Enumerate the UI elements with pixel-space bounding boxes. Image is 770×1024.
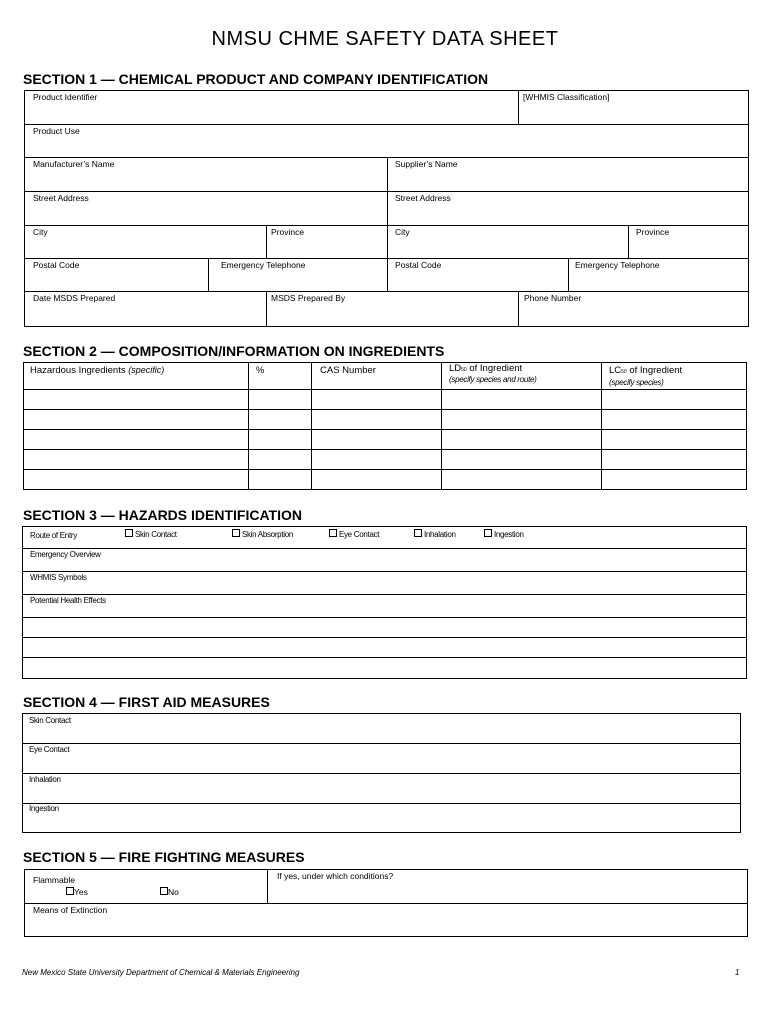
whmis-classification-label: [WHMIS Classification]	[523, 92, 610, 102]
first-aid-ingestion-label: Ingestion	[29, 804, 59, 813]
section-1-heading: SECTION 1 — CHEMICAL PRODUCT AND COMPANY IDENTIFICATION	[23, 71, 489, 87]
route-of-entry-label: Route of Entry	[30, 531, 77, 540]
postal-code-left-label: Postal Code	[33, 260, 80, 270]
msds-prepared-by-label: MSDS Prepared By	[271, 293, 346, 303]
eye-contact-option[interactable]: Eye Contact	[329, 529, 379, 539]
province-right-label: Province	[636, 227, 670, 237]
eye-contact-checkbox[interactable]	[329, 529, 337, 537]
col-ld50-note: (specify species and route)	[449, 375, 537, 384]
street-address-right-label: Street Address	[395, 193, 451, 203]
product-use-label: Product Use	[33, 126, 80, 136]
postal-code-right-label: Postal Code	[395, 260, 442, 270]
col-lc50: LC50 of Ingredient	[609, 365, 683, 376]
flammable-conditions-label: If yes, under which conditions?	[277, 871, 394, 881]
first-aid-skin-contact-label: Skin Contact	[29, 716, 71, 725]
ingestion-option[interactable]: Ingestion	[484, 529, 524, 539]
section-4-heading: SECTION 4 — FIRST AID MEASURES	[23, 694, 270, 710]
date-msds-prepared-label: Date MSDS Prepared	[33, 293, 116, 303]
flammable-yes-checkbox[interactable]	[66, 887, 74, 895]
means-of-extinction-label: Means of Extinction	[33, 905, 108, 915]
flammable-yes-option[interactable]: Yes	[66, 887, 88, 897]
inhalation-option[interactable]: Inhalation	[414, 529, 456, 539]
skin-contact-checkbox[interactable]	[125, 529, 133, 537]
inhalation-checkbox[interactable]	[414, 529, 422, 537]
ingestion-checkbox[interactable]	[484, 529, 492, 537]
skin-absorption-checkbox[interactable]	[232, 529, 240, 537]
city-left-label: City	[33, 227, 48, 237]
phone-number-label: Phone Number	[524, 293, 582, 303]
emergency-telephone-left-label: Emergency Telephone	[221, 260, 306, 270]
first-aid-eye-contact-label: Eye Contact	[29, 745, 70, 754]
col-percent: %	[256, 365, 265, 376]
footer-institution: New Mexico State University Department of Chemical & Materials Engineering	[22, 968, 300, 977]
col-lc50-note: (specify species)	[609, 378, 664, 387]
skin-contact-option[interactable]: Skin Contact	[125, 529, 177, 539]
skin-absorption-option[interactable]: Skin Absorption	[232, 529, 293, 539]
section-3-heading: SECTION 3 — HAZARDS IDENTIFICATION	[23, 507, 302, 523]
emergency-overview-label: Emergency Overview	[30, 550, 101, 559]
section-2-heading: SECTION 2 — COMPOSITION/INFORMATION ON INGREDIENTS	[23, 343, 445, 359]
street-address-left-label: Street Address	[33, 193, 89, 203]
supplier-name-label: Supplier’s Name	[395, 159, 458, 169]
section-5-heading: SECTION 5 — FIRE FIGHTING MEASURES	[23, 849, 305, 865]
product-identifier-label: Product Identifier	[33, 92, 98, 102]
flammable-no-checkbox[interactable]	[160, 887, 168, 895]
first-aid-inhalation-label: Inhalation	[29, 775, 61, 784]
province-left-label: Province	[271, 227, 305, 237]
emergency-telephone-right-label: Emergency Telephone	[575, 260, 660, 270]
col-cas-number: CAS Number	[320, 365, 376, 376]
whmis-symbols-label: WHMIS Symbols	[30, 573, 87, 582]
col-ld50: LD50 of Ingredient	[449, 363, 523, 374]
col-hazardous-ingredients: Hazardous Ingredients (specific)	[30, 365, 165, 376]
potential-health-effects-label: Potential Health Effects	[30, 596, 106, 605]
flammable-no-option[interactable]: No	[160, 887, 179, 897]
flammable-label: Flammable	[33, 875, 76, 885]
page-title: NMSU CHME SAFETY DATA SHEET	[211, 28, 559, 50]
footer-page-number: 1	[735, 968, 740, 977]
city-right-label: City	[395, 227, 410, 237]
manufacturer-name-label: Manufacturer’s Name	[33, 159, 115, 169]
